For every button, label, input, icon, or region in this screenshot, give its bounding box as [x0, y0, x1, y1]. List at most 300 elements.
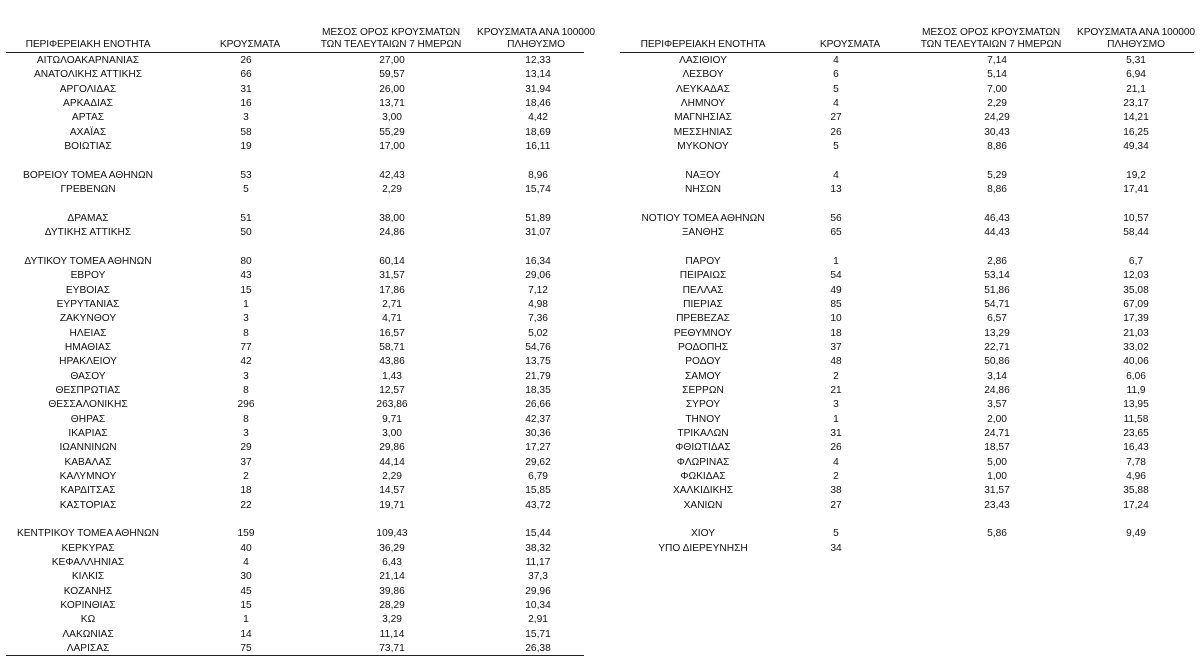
- per100k-cell: 5,31: [1126, 55, 1146, 66]
- per100k-cell: 7,12: [528, 284, 548, 296]
- per100k-cell: 37,3: [528, 571, 548, 583]
- per100k-cell: 21,1: [1126, 83, 1146, 95]
- unit-name-cell: ΚΕΡΚΥΡΑΣ: [61, 542, 115, 554]
- avg7-cell: 3,29: [382, 614, 402, 626]
- table-row: [0, 484, 600, 498]
- unit-name-cell: ΖΑΚΥΝΘΟΥ: [59, 313, 117, 325]
- avg7-cell: 55,29: [379, 126, 405, 138]
- per100k-cell: 6,06: [1126, 370, 1146, 382]
- per100k-cell: 4,98: [528, 298, 548, 310]
- cases-cell: 40: [240, 542, 252, 554]
- cases-cell: 3: [833, 399, 839, 411]
- table-row: [600, 126, 1200, 140]
- avg7-cell: 8,86: [987, 184, 1007, 196]
- cases-cell: 1: [243, 614, 249, 626]
- avg7-cell: 29,86: [379, 442, 405, 454]
- unit-name-cell: ΡΕΘΥΜΝΟΥ: [673, 327, 733, 339]
- cases-cell: 31: [240, 83, 252, 95]
- cases-cell: 18: [830, 327, 842, 339]
- unit-name-cell: ΘΕΣΣΑΛΟΝΙΚΗΣ: [48, 399, 128, 411]
- cases-cell: 50: [240, 227, 252, 239]
- unit-name-cell: ΝΟΤΙΟΥ ΤΟΜΕΑ ΑΘΗΝΩΝ: [641, 212, 765, 224]
- unit-name-cell: ΛΑΚΩΝΙΑΣ: [62, 628, 114, 640]
- avg7-cell: 22,71: [984, 341, 1010, 353]
- avg7-cell: 21,14: [379, 571, 405, 583]
- cases-cell: 26: [830, 442, 842, 454]
- per100k-cell: 38,32: [525, 542, 551, 554]
- avg7-cell: 1,43: [382, 370, 402, 382]
- table-row: [600, 456, 1200, 470]
- unit-name-cell: ΚΟΡΙΝΘΙΑΣ: [60, 600, 116, 612]
- avg7-cell: 14,57: [379, 485, 405, 497]
- table-row: [0, 613, 600, 627]
- unit-name-cell: ΧΑΛΚΙΔΙΚΗΣ: [672, 485, 734, 497]
- left-table-body: [0, 54, 600, 656]
- table-row: [600, 54, 1200, 68]
- unit-name-cell: ΚΑΡΔΙΤΣΑΣ: [60, 485, 116, 497]
- cases-cell: 4: [833, 169, 839, 181]
- avg7-cell: 23,43: [984, 499, 1010, 511]
- table-row: [0, 298, 600, 312]
- cases-cell: 21: [830, 384, 842, 396]
- avg7-cell: 50,86: [984, 356, 1010, 368]
- cases-cell: 85: [830, 298, 842, 310]
- unit-name-cell: ΞΑΝΘΗΣ: [681, 227, 725, 239]
- per100k-cell: 58,44: [1123, 227, 1149, 239]
- per100k-cell: 54,76: [525, 341, 551, 353]
- cases-cell: 30: [240, 571, 252, 583]
- table-row: [0, 83, 600, 97]
- cases-cell: 5: [833, 528, 839, 540]
- per100k-cell: 4,96: [1126, 470, 1146, 482]
- per100k-cell: 35,88: [1123, 485, 1149, 497]
- header-rule: [620, 52, 1194, 53]
- unit-name-cell: ΣΥΡΟΥ: [685, 399, 721, 411]
- header-unit: ΠΕΡΙΦΕΡΕΙΑΚΗ ΕΝΟΤΗΤΑ: [25, 39, 151, 50]
- per100k-cell: 11,9: [1126, 384, 1146, 396]
- cases-cell: 29: [240, 442, 252, 454]
- avg7-cell: 51,86: [984, 284, 1010, 296]
- unit-name-cell: ΚΩ: [80, 614, 96, 626]
- table-row: [600, 284, 1200, 298]
- table-row: [0, 570, 600, 584]
- avg7-cell: 2,71: [382, 298, 402, 310]
- cases-cell: 15: [240, 600, 252, 612]
- cases-cell: 65: [830, 227, 842, 239]
- table-row: [0, 585, 600, 599]
- per100k-cell: 51,89: [525, 212, 551, 224]
- avg7-cell: 2,29: [382, 470, 402, 482]
- per100k-cell: 11,58: [1123, 413, 1149, 425]
- per100k-cell: 16,11: [525, 141, 551, 153]
- table-row: [0, 441, 600, 455]
- cases-cell: 56: [830, 212, 842, 224]
- per100k-cell: 18,46: [525, 98, 551, 110]
- cases-cell: 18: [240, 485, 252, 497]
- header-avg7: ΜΕΣΟΣ ΟΡΟΣ ΚΡΟΥΣΜΑΤΩΝ ΤΩΝ ΤΕΛΕΥΤΑΙΩΝ 7 ΗΜΕΡΩΝ: [320, 27, 462, 50]
- unit-name-cell: ΠΕΙΡΑΙΩΣ: [679, 270, 727, 282]
- cases-cell: 53: [240, 169, 252, 181]
- table-row: [600, 384, 1200, 398]
- table-row: [0, 542, 600, 556]
- unit-name-cell: ΠΑΡΟΥ: [685, 255, 721, 267]
- cases-cell: 26: [830, 126, 842, 138]
- unit-name-cell: ΠΡΕΒΕΖΑΣ: [676, 313, 730, 325]
- cases-cell: 5: [243, 184, 249, 196]
- per100k-cell: 12,03: [1123, 270, 1149, 282]
- unit-name-cell: ΔΥΤΙΚΗΣ ΑΤΤΙΚΗΣ: [44, 227, 132, 239]
- per100k-cell: 17,24: [1123, 499, 1149, 511]
- cases-cell: 6: [833, 69, 839, 81]
- avg7-cell: 27,00: [379, 55, 405, 66]
- table-row: [0, 312, 600, 326]
- cases-cell: 48: [830, 356, 842, 368]
- unit-name-cell: ΦΩΚΙΔΑΣ: [680, 470, 726, 482]
- per100k-cell: 13,14: [525, 69, 551, 81]
- table-row: [0, 126, 600, 140]
- per100k-cell: 17,41: [1123, 184, 1149, 196]
- unit-name-cell: ΧΙΟΥ: [690, 528, 716, 540]
- cases-cell: 75: [240, 643, 252, 655]
- per100k-cell: 21,03: [1123, 327, 1149, 339]
- table-row: [600, 441, 1200, 455]
- cases-cell: 66: [240, 69, 252, 81]
- table-row: [600, 499, 1200, 513]
- unit-name-cell: ΗΛΕΙΑΣ: [69, 327, 107, 339]
- unit-name-cell: ΥΠΟ ΔΙΕΡΕΥΝΗΣΗ: [658, 542, 748, 554]
- per100k-cell: 12,33: [525, 55, 551, 66]
- table-row: [600, 355, 1200, 369]
- per100k-cell: 11,17: [525, 557, 551, 569]
- cases-cell: 15: [240, 284, 252, 296]
- unit-name-cell: ΦΛΩΡΙΝΑΣ: [676, 456, 730, 468]
- per100k-cell: 15,71: [525, 628, 551, 640]
- cases-cell: 3: [243, 313, 249, 325]
- per100k-cell: 7,36: [528, 313, 548, 325]
- table-row: [0, 169, 600, 183]
- per100k-cell: 67,09: [1123, 298, 1149, 310]
- table-row: [600, 269, 1200, 283]
- table-row: [0, 54, 600, 68]
- per100k-cell: 35,08: [1123, 284, 1149, 296]
- table-row: [600, 212, 1200, 226]
- unit-name-cell: ΘΕΣΠΡΩΤΙΑΣ: [55, 384, 121, 396]
- table-row: [600, 470, 1200, 484]
- avg7-cell: 2,86: [987, 255, 1007, 267]
- avg7-cell: 4,71: [382, 313, 402, 325]
- per100k-cell: 10,57: [1123, 212, 1149, 224]
- cases-cell: 26: [240, 55, 252, 66]
- unit-name-cell: ΚΙΛΚΙΣ: [71, 571, 105, 583]
- per100k-cell: 15,85: [525, 485, 551, 497]
- cases-cell: 8: [243, 384, 249, 396]
- avg7-cell: 28,29: [379, 600, 405, 612]
- avg7-cell: 31,57: [984, 485, 1010, 497]
- avg7-cell: 19,71: [379, 499, 405, 511]
- per100k-cell: 15,74: [525, 184, 551, 196]
- unit-name-cell: ΑΡΚΑΔΙΑΣ: [63, 98, 113, 110]
- table-row: [0, 140, 600, 154]
- unit-name-cell: ΛΕΥΚΑΔΑΣ: [676, 83, 730, 95]
- avg7-cell: 38,00: [379, 212, 405, 224]
- avg7-cell: 44,43: [984, 227, 1010, 239]
- cases-cell: 3: [243, 370, 249, 382]
- avg7-cell: 24,71: [984, 427, 1010, 439]
- unit-name-cell: ΚΕΦΑΛΛΗΝΙΑΣ: [51, 557, 125, 569]
- cases-cell: 49: [830, 284, 842, 296]
- unit-name-cell: ΔΡΑΜΑΣ: [67, 212, 109, 224]
- avg7-cell: 3,57: [987, 399, 1007, 411]
- table-row: [600, 527, 1200, 541]
- unit-name-cell: ΚΑΒΑΛΑΣ: [64, 456, 112, 468]
- table-row: [0, 212, 600, 226]
- avg7-cell: 58,71: [379, 341, 405, 353]
- unit-name-cell: ΣΑΜΟΥ: [685, 370, 721, 382]
- cases-cell: 77: [240, 341, 252, 353]
- table-row: [0, 599, 600, 613]
- unit-name-cell: ΒΟΙΩΤΙΑΣ: [64, 141, 112, 153]
- per100k-cell: 19,2: [1126, 169, 1146, 181]
- unit-name-cell: ΕΥΒΟΙΑΣ: [65, 284, 111, 296]
- row-spacer: [0, 197, 600, 211]
- unit-name-cell: ΑΙΤΩΛΟΑΚΑΡΝΑΝΙΑΣ: [36, 55, 140, 66]
- table-row: [0, 384, 600, 398]
- per100k-cell: 42,37: [525, 413, 551, 425]
- avg7-cell: 2,29: [987, 98, 1007, 110]
- cases-cell: 1: [833, 413, 839, 425]
- table-row: [0, 370, 600, 384]
- avg7-cell: 9,71: [382, 413, 402, 425]
- cases-cell: 38: [830, 485, 842, 497]
- avg7-cell: 26,00: [379, 83, 405, 95]
- avg7-cell: 16,57: [379, 327, 405, 339]
- unit-name-cell: ΜΕΣΣΗΝΙΑΣ: [673, 126, 733, 138]
- unit-name-cell: ΛΑΣΙΘΙΟΥ: [679, 55, 727, 66]
- per100k-cell: 33,02: [1123, 341, 1149, 353]
- right-table-header: [600, 0, 1200, 52]
- avg7-cell: 5,29: [987, 169, 1007, 181]
- cases-cell: 2: [243, 470, 249, 482]
- avg7-cell: 13,71: [379, 98, 405, 110]
- unit-name-cell: ΒΟΡΕΙΟΥ ΤΟΜΕΑ ΑΘΗΝΩΝ: [23, 169, 153, 181]
- cases-cell: 3: [243, 112, 249, 124]
- cases-cell: 4: [243, 557, 249, 569]
- table-row: [600, 111, 1200, 125]
- cases-cell: 27: [830, 112, 842, 124]
- cases-cell: 27: [830, 499, 842, 511]
- cases-cell: 34: [830, 542, 842, 554]
- unit-name-cell: ΚΑΣΤΟΡΙΑΣ: [59, 499, 117, 511]
- unit-name-cell: ΛΑΡΙΣΑΣ: [66, 643, 110, 655]
- per100k-cell: 4,42: [528, 112, 548, 124]
- row-spacer: [0, 240, 600, 254]
- table-row: [0, 97, 600, 111]
- unit-name-cell: ΘΑΣΟΥ: [70, 370, 106, 382]
- table-row: [0, 327, 600, 341]
- cases-cell: 2: [833, 470, 839, 482]
- unit-name-cell: ΙΚΑΡΙΑΣ: [68, 427, 108, 439]
- avg7-cell: 3,14: [987, 370, 1007, 382]
- unit-name-cell: ΣΕΡΡΩΝ: [682, 384, 724, 396]
- cases-cell: 4: [833, 98, 839, 110]
- cases-cell: 37: [240, 456, 252, 468]
- unit-name-cell: ΘΗΡΑΣ: [70, 413, 106, 425]
- unit-name-cell: ΠΕΛΛΑΣ: [682, 284, 724, 296]
- unit-name-cell: ΧΑΝΙΩΝ: [683, 499, 723, 511]
- avg7-cell: 43,86: [379, 356, 405, 368]
- table-row: [0, 628, 600, 642]
- unit-name-cell: ΑΡΤΑΣ: [71, 112, 105, 124]
- table-row: [0, 183, 600, 197]
- row-spacer: [600, 240, 1200, 254]
- table-row: [600, 398, 1200, 412]
- cases-cell: 10: [830, 313, 842, 325]
- per100k-cell: 23,17: [1123, 98, 1149, 110]
- avg7-cell: 11,14: [379, 628, 405, 640]
- avg7-cell: 60,14: [379, 255, 405, 267]
- avg7-cell: 24,86: [379, 227, 405, 239]
- table-row: [0, 527, 600, 541]
- avg7-cell: 59,57: [379, 69, 405, 81]
- unit-name-cell: ΡΟΔΟΥ: [685, 356, 721, 368]
- avg7-cell: 5,00: [987, 456, 1007, 468]
- per100k-cell: 10,34: [525, 600, 551, 612]
- cases-cell: 45: [240, 585, 252, 597]
- table-row: [0, 269, 600, 283]
- per100k-cell: 16,34: [525, 255, 551, 267]
- cases-cell: 54: [830, 270, 842, 282]
- avg7-cell: 42,43: [379, 169, 405, 181]
- table-row: [0, 413, 600, 427]
- unit-name-cell: ΑΡΓΟΛΙΔΑΣ: [59, 83, 117, 95]
- cases-cell: 1: [243, 298, 249, 310]
- per100k-cell: 43,72: [525, 499, 551, 511]
- cases-cell: 31: [830, 427, 842, 439]
- avg7-cell: 7,00: [987, 83, 1007, 95]
- table-row: [600, 484, 1200, 498]
- per100k-cell: 6,94: [1126, 69, 1146, 81]
- table-row: [600, 97, 1200, 111]
- unit-name-cell: ΚΕΝΤΡΙΚΟΥ ΤΟΜΕΑ ΑΘΗΝΩΝ: [16, 528, 160, 540]
- per100k-cell: 26,66: [525, 399, 551, 411]
- table-row: [600, 341, 1200, 355]
- avg7-cell: 44,14: [379, 456, 405, 468]
- avg7-cell: 2,29: [382, 184, 402, 196]
- table-row: [600, 255, 1200, 269]
- table-row: [0, 456, 600, 470]
- table-row: [0, 68, 600, 82]
- avg7-cell: 46,43: [984, 212, 1010, 224]
- avg7-cell: 12,57: [379, 384, 405, 396]
- avg7-cell: 6,57: [987, 313, 1007, 325]
- bottom-rule: [6, 655, 584, 656]
- unit-name-cell: ΛΗΜΝΟΥ: [680, 98, 726, 110]
- per100k-cell: 29,96: [525, 585, 551, 597]
- cases-cell: 37: [830, 341, 842, 353]
- avg7-cell: 13,29: [984, 327, 1010, 339]
- unit-name-cell: ΝΑΞΟΥ: [685, 169, 721, 181]
- right-table: [600, 0, 1200, 554]
- per100k-cell: 15,44: [525, 528, 551, 540]
- avg7-cell: 17,00: [379, 141, 405, 153]
- per100k-cell: 30,36: [525, 427, 551, 439]
- row-spacer: [0, 154, 600, 168]
- per100k-cell: 18,69: [525, 126, 551, 138]
- unit-name-cell: ΚΑΛΥΜΝΟΥ: [59, 470, 117, 482]
- table-row: [600, 183, 1200, 197]
- unit-name-cell: ΗΡΑΚΛΕΙΟΥ: [59, 356, 117, 368]
- avg7-cell: 1,00: [987, 470, 1007, 482]
- cases-cell: 19: [240, 141, 252, 153]
- cases-cell: 8: [243, 327, 249, 339]
- cases-cell: 42: [240, 356, 252, 368]
- avg7-cell: 5,86: [987, 528, 1007, 540]
- unit-name-cell: ΙΩΑΝΝΙΝΩΝ: [59, 442, 117, 454]
- cases-cell: 58: [240, 126, 252, 138]
- unit-name-cell: ΓΡΕΒΕΝΩΝ: [60, 184, 116, 196]
- unit-name-cell: ΚΟΖΑΝΗΣ: [63, 585, 113, 597]
- avg7-cell: 36,29: [379, 542, 405, 554]
- header-per100k: ΚΡΟΥΣΜΑΤΑ ΑΝΑ 100000 ΠΛΗΘΥΣΜΟ: [1077, 27, 1195, 50]
- avg7-cell: 54,71: [984, 298, 1010, 310]
- avg7-cell: 109,43: [376, 528, 408, 540]
- unit-name-cell: ΔΥΤΙΚΟΥ ΤΟΜΕΑ ΑΘΗΝΩΝ: [24, 255, 152, 267]
- table-row: [600, 68, 1200, 82]
- unit-name-cell: ΗΜΑΘΙΑΣ: [64, 341, 112, 353]
- cases-cell: 2: [833, 370, 839, 382]
- avg7-cell: 30,43: [984, 126, 1010, 138]
- cases-cell: 13: [830, 184, 842, 196]
- table-row: [0, 341, 600, 355]
- per100k-cell: 26,38: [525, 643, 551, 655]
- cases-cell: 51: [240, 212, 252, 224]
- cases-cell: 5: [833, 141, 839, 153]
- per100k-cell: 5,02: [528, 327, 548, 339]
- left-table: [0, 0, 600, 655]
- unit-name-cell: ΑΝΑΤΟΛΙΚΗΣ ΑΤΤΙΚΗΣ: [33, 69, 143, 81]
- per100k-cell: 31,07: [525, 227, 551, 239]
- avg7-cell: 73,71: [379, 643, 405, 655]
- header-rule: [6, 52, 584, 53]
- unit-name-cell: ΠΙΕΡΙΑΣ: [683, 298, 723, 310]
- right-table-body: [600, 54, 1200, 556]
- per100k-cell: 49,34: [1123, 141, 1149, 153]
- avg7-cell: 5,14: [987, 69, 1007, 81]
- avg7-cell: 18,57: [984, 442, 1010, 454]
- row-spacer: [600, 513, 1200, 527]
- avg7-cell: 17,86: [379, 284, 405, 296]
- table-row: [600, 298, 1200, 312]
- avg7-cell: 7,14: [987, 55, 1007, 66]
- per100k-cell: 23,65: [1123, 427, 1149, 439]
- cases-cell: 159: [237, 528, 255, 540]
- cases-cell: 296: [237, 399, 255, 411]
- table-row: [600, 427, 1200, 441]
- cases-cell: 4: [833, 55, 839, 66]
- row-spacer: [600, 154, 1200, 168]
- header-cases: ΚΡΟΥΣΜΑΤΑ: [819, 39, 881, 50]
- table-row: [0, 255, 600, 269]
- header-cases: ΚΡΟΥΣΜΑΤΑ: [219, 39, 281, 50]
- table-row: [600, 312, 1200, 326]
- table-row: [600, 169, 1200, 183]
- unit-name-cell: ΛΕΣΒΟΥ: [682, 69, 724, 81]
- table-row: [600, 226, 1200, 240]
- per100k-cell: 31,94: [525, 83, 551, 95]
- per100k-cell: 17,27: [525, 442, 551, 454]
- table-row: [600, 370, 1200, 384]
- table-row: [0, 111, 600, 125]
